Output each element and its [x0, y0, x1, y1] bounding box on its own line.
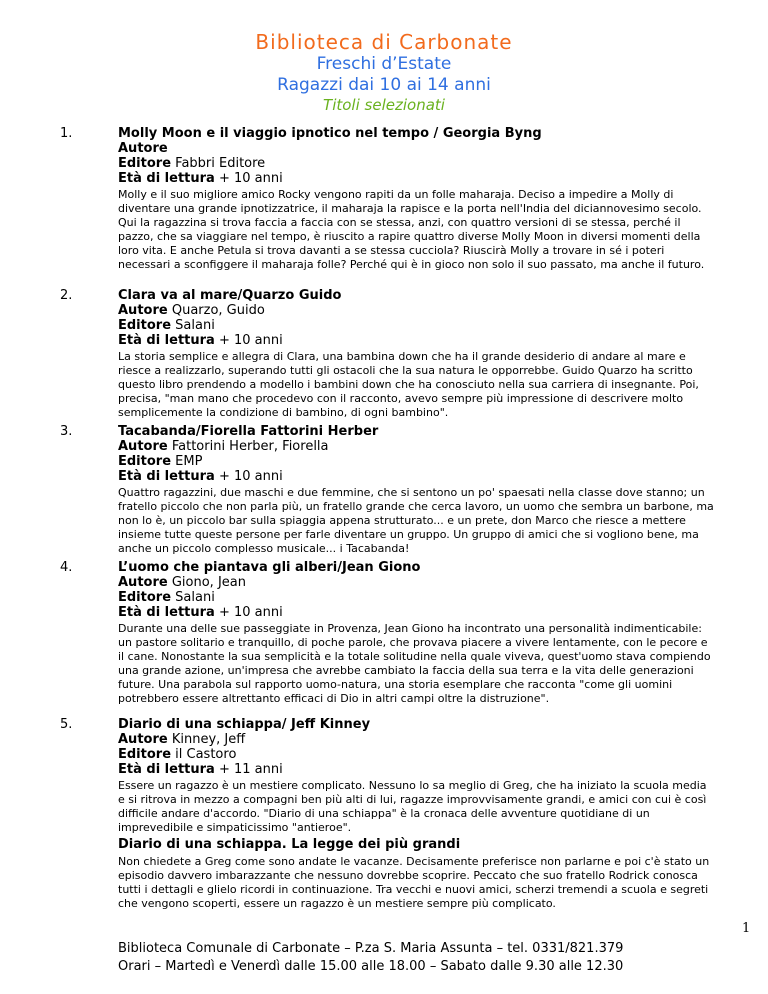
- library-title: Biblioteca di Carbonate: [255, 30, 513, 54]
- publisher-value: il Castoro: [175, 747, 237, 762]
- author-label: Autore: [118, 575, 168, 590]
- author-line: [118, 141, 714, 156]
- age-label: Età di lettura: [118, 762, 215, 777]
- publisher-line: [118, 156, 714, 171]
- age-range-title: Ragazzi dai 10 ai 14 anni: [277, 75, 491, 95]
- publisher-line: [118, 747, 714, 762]
- publisher-value: Salani: [175, 318, 215, 333]
- page-number: 1: [742, 921, 751, 936]
- author-label: Autore: [118, 732, 168, 747]
- book-title: Tacabanda/Fiorella Fattorini Herber: [118, 424, 379, 439]
- footer-hours: Orari – Martedì e Venerdì dalle 15.00 alle 18.00 – Sabato dalle 9.30 alle 12.30: [118, 959, 624, 974]
- publisher-value: Salani: [175, 590, 215, 605]
- document-header: [0, 30, 768, 115]
- author-line: [118, 439, 714, 454]
- author-label: Autore: [118, 439, 168, 454]
- author-label: Autore: [118, 141, 168, 156]
- author-line: [118, 732, 714, 747]
- publisher-label: Editore: [118, 318, 172, 333]
- publisher-line: [118, 318, 714, 333]
- book-description: Durante una delle sue passeggiate in Provenza, Jean Giono ha incontrato una personalità indimenticabile: un pastore solitario e tranquillo, di poche parole, che provava piacere a vivere lentamente, con le pecore e il cane. Nonostante la sua semplicità e la totale solitudine nella quale viveva, quest'uomo stava compiendo una grande azione, un'impresa che avrebbe cambiato la faccia della sua terra e la vita delle generazioni future. Una parabola sul rapporto uomo-natura, una storia esemplare che racconta "come gli uomini potrebbero essere altrettanto efficaci di Dio in altri campi oltre la distruzione".: [118, 622, 711, 705]
- entry-number: 3.: [60, 424, 73, 439]
- author-line: [118, 303, 714, 318]
- age-label: Età di lettura: [118, 171, 215, 186]
- publisher-label: Editore: [118, 590, 172, 605]
- publisher-value: Fabbri Editore: [175, 156, 266, 171]
- age-value: + 10 anni: [218, 333, 283, 348]
- publisher-label: Editore: [118, 454, 172, 469]
- sequel-description: Non chiedete a Greg come sono andate le vacanze. Decisamente preferisce non parlarne e poi c'è stato un episodio davvero imbarazzante che nessuno dovrebbe scoprire. Peccato che suo fratello Rodrick conosca tutti i dettagli e glielo ricordi in continuazione. Tra vecchi e nuovi amici, scherzi tremendi a scuola e segreti che vengono scoperti, essere un ragazzo è un mestiere sempre più complicato.: [118, 855, 710, 910]
- age-line: [118, 333, 714, 348]
- age-line: [118, 171, 714, 186]
- book-title: Clara va al mare/Quarzo Guido: [118, 288, 342, 303]
- publisher-label: Editore: [118, 747, 172, 762]
- author-value: Quarzo, Guido: [171, 303, 265, 318]
- age-line: [118, 469, 714, 484]
- sequel-title: Diario di una schiappa. La legge dei più grandi: [118, 837, 461, 852]
- book-description: La storia semplice e allegra di Clara, una bambina down che ha il grande desiderio di andare al mare e riesce a realizzarlo, superando tutti gli ostacoli che la sua natura le opporrebbe. Guido Quarzo ha scritto questo libro prendendo a modello i bambini down che ha conosciuto nella sua carriera di insegnante. Poi, precisa, "man mano che procedevo con il racconto, avevo sempre più impressione di descrivere molto semplicemente la condizione di bambino, di ogni bambino".: [118, 350, 699, 419]
- age-label: Età di lettura: [118, 333, 215, 348]
- age-line: [118, 605, 714, 620]
- publisher-line: [118, 590, 714, 605]
- book-description: Quattro ragazzini, due maschi e due femmine, che si sentono un po' spaesati nella classe dove stanno; un fratello piccolo che non parla più, un fratello grande che cerca lavoro, un uomo che sembra un barbone, ma non lo è, un piccolo bar sulla spiaggia appena strutturato... e un prete, don Marco che riesce a mettere insieme tutte queste persone per farle diventare un gruppo. Un gruppo di amici che si vogliono bene, ma anche un piccolo complesso musicale... i Tacabanda!: [118, 486, 714, 555]
- author-value: Fattorini Herber, Fiorella: [171, 439, 329, 454]
- age-line: [118, 762, 714, 777]
- author-value: Giono, Jean: [171, 575, 246, 590]
- book-title: Diario di una schiappa/ Jeff Kinney: [118, 717, 371, 732]
- book-title: Molly Moon e il viaggio ipnotico nel tempo / Georgia Byng: [118, 126, 542, 141]
- author-label: Autore: [118, 303, 168, 318]
- age-value: + 10 anni: [218, 605, 283, 620]
- age-label: Età di lettura: [118, 605, 215, 620]
- entry-number: 2.: [60, 288, 73, 303]
- section-title: Titoli selezionati: [323, 96, 445, 114]
- publisher-value: EMP: [175, 454, 203, 469]
- age-value: + 10 anni: [218, 171, 283, 186]
- footer-address: Biblioteca Comunale di Carbonate – P.za S. Maria Assunta – tel. 0331/821.379: [118, 941, 624, 956]
- age-label: Età di lettura: [118, 469, 215, 484]
- book-description: Essere un ragazzo è un mestiere complicato. Nessuno lo sa meglio di Greg, che ha iniziato la scuola media e si ritrova in mezzo a compagni ben più alti di lui, ragazze improvvisamente grandi, e amici con cui è così difficile andare d'accordo. "Diario di una schiappa" è la cronaca delle avventure quotidiane di un imprevedibile e simpaticissimo "antieroe".: [118, 779, 707, 834]
- publisher-line: [118, 454, 714, 469]
- book-description: Molly e il suo migliore amico Rocky vengono rapiti da un folle maharaja. Deciso a impedire a Molly di diventare una grande ipnotizzatrice, il maharaja la rapisce e la porta nell'India del diciannovesimo secolo. Qui la ragazzina si trova faccia a faccia con se stessa, anzi, con quattro versioni di se stessa, perché il pazzo, che sa viaggiare nel tempo, è riuscito a rapire quattro diverse Molly Moon in diversi momenti della loro vita. E anche Petula si trova davanti a se stessa cucciola? Riuscirà Molly a trovare in sé i poteri necessari a sconfiggere il maharaja folle? Perché qui è in gioco non solo il suo passato, ma anche il futuro.: [118, 188, 705, 271]
- author-line: [118, 575, 714, 590]
- entry-number: 1.: [60, 126, 73, 141]
- entry-number: 5.: [60, 717, 73, 732]
- publisher-label: Editore: [118, 156, 172, 171]
- book-title: L’uomo che piantava gli alberi/Jean Giono: [118, 560, 421, 575]
- page-footer: [118, 940, 718, 976]
- age-value: + 10 anni: [218, 469, 283, 484]
- entry-number: 4.: [60, 560, 73, 575]
- series-title: Freschi d’Estate: [316, 54, 452, 74]
- age-value: + 11 anni: [218, 762, 283, 777]
- author-value: Kinney, Jeff: [171, 732, 246, 747]
